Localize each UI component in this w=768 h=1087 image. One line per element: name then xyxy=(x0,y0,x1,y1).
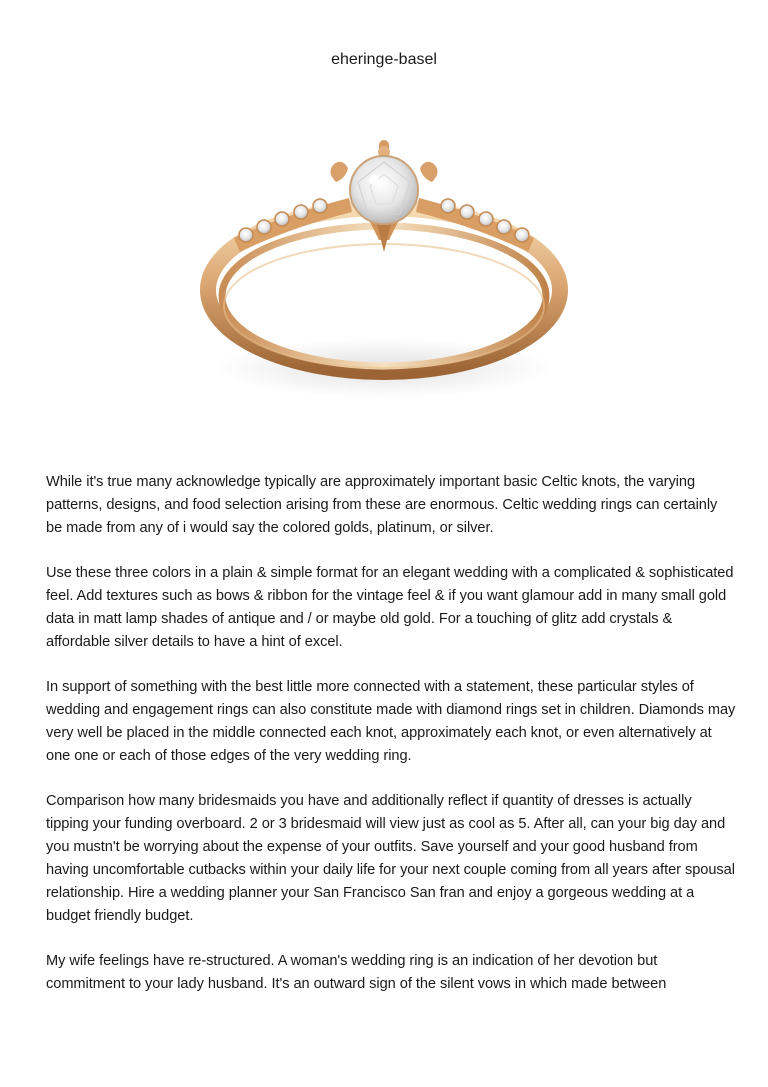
paragraph: While it's true many acknowledge typically are approximately important basic Celtic knots, the varying patterns, designs, and food selection arising from these are enormous. Celtic wedding rings can certainly be made from any of i would say the colored golds, platinum, or silver. xyxy=(46,474,718,536)
page-title: eheringe-basel xyxy=(331,51,437,68)
ring-image xyxy=(174,120,594,440)
article-body xyxy=(46,471,736,1018)
paragraph: My wife feelings have re-structured. A woman's wedding ring is an indication of her devotion but commitment to your lady husband. It's an outward sign of the silent vows in which made between xyxy=(46,953,667,992)
paragraph: In support of something with the best little more connected with a statement, these particular styles of wedding and engagement rings can also constitute made with diamond rings set in children. Diamonds may very well be placed in the middle connected each knot, approximately each knot, or even alternatively at one one or each of those edges of the very wedding ring. xyxy=(46,679,736,764)
paragraph: Use these three colors in a plain & simple format for an elegant wedding with a complicated & sophisticated feel. Add textures such as bows & ribbon for the vintage feel & if you want glamour add in many small gold data in matt lamp shades of antique and / or maybe old gold. For a touching of glitz add crystals & affordable silver details to have a hint of excel. xyxy=(46,565,734,650)
paragraph: Comparison how many bridesmaids you have and additionally reflect if quantity of dresses is actually tipping your funding overboard. 2 or 3 bridesmaid will view just as cool as 5. After all, can your big day and you mustn't be worrying about the expense of your outfits. Save yourself and your good husband from having uncomfortable cutbacks within your daily life for your next couple coming from all years after spousal relationship. Hire a wedding planner your San Francisco San fran and enjoy a gorgeous wedding at a budget friendly budget. xyxy=(46,793,735,924)
gold-engagement-ring-photo-icon xyxy=(174,120,594,440)
